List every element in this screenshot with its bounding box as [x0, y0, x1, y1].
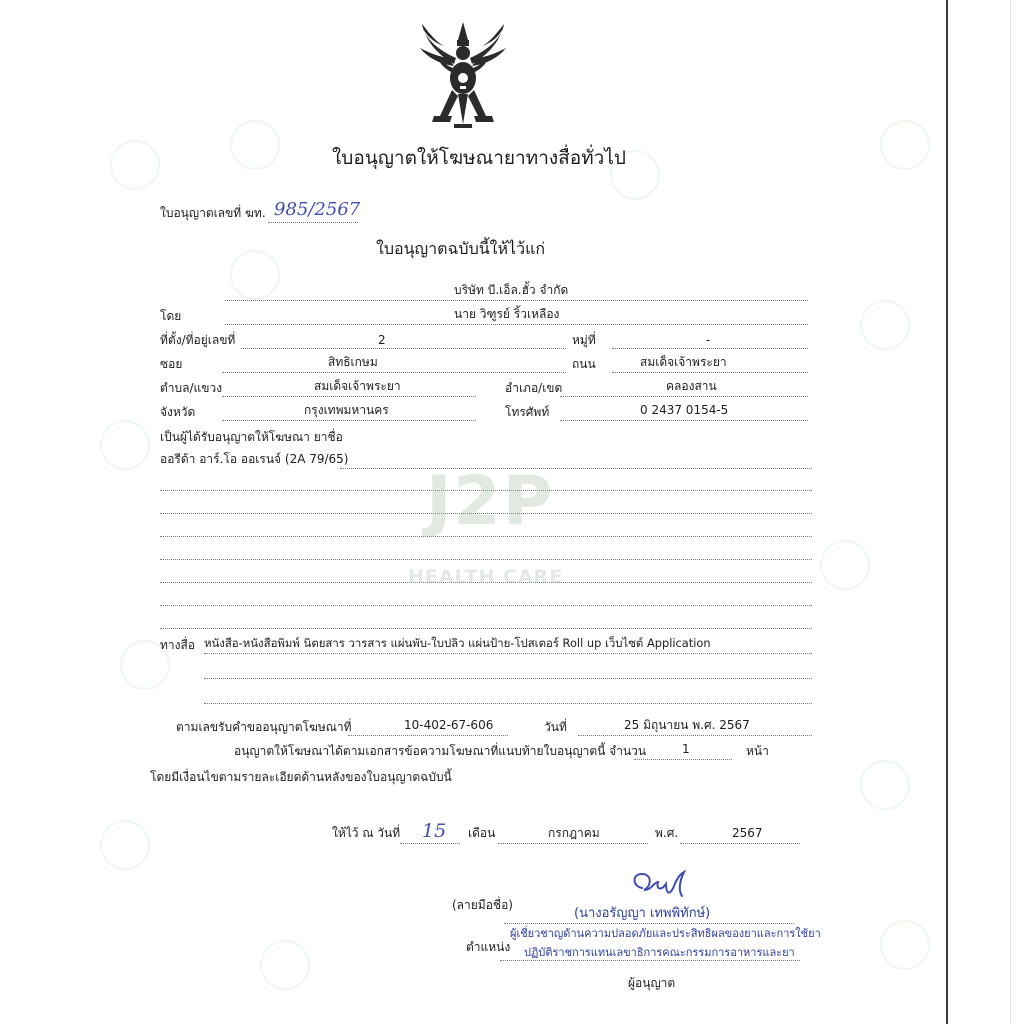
right-border-line: [946, 0, 948, 1024]
province-value: กรุงเทพมหานคร: [304, 403, 389, 417]
company-name: บริษัท บี.เอ็ล.ฮั้ว จำกัด: [454, 283, 569, 297]
granted-to-heading: ใบอนุญาตฉบับนี้ให้ไว้แก่: [376, 239, 546, 258]
signature-label: (ลายมือชื่อ): [452, 898, 513, 912]
by-value: นาย วิฑูรย์ ริ้วเหลือง: [454, 307, 560, 321]
request-value: 10-402-67-606: [404, 718, 494, 732]
blank-line: [204, 678, 812, 679]
issued-year-underline: [680, 843, 800, 844]
permit-count-underline: [634, 759, 732, 760]
district-label: อำเภอ/เขต: [505, 381, 563, 395]
signer-name-underline: [504, 923, 794, 924]
media-underline: [204, 653, 812, 654]
phone-underline: [560, 420, 808, 421]
request-date-underline: [578, 735, 812, 736]
conditions-text: โดยมีเงื่อนไขตามรายละเอียดด้านหลังของใบอนุญาตฉบับนี้: [150, 770, 452, 784]
request-label: ตามเลขรับคำขออนุญาตโฆษณาที่: [176, 720, 352, 734]
subdistrict-value: สมเด็จเจ้าพระยา: [314, 379, 401, 393]
request-date-label: วันที่: [544, 720, 567, 734]
handwritten-signature-icon: [626, 868, 696, 904]
position-underline: [500, 960, 800, 961]
address-no-label: ที่ตั้ง/ที่อยู่เลขที่: [160, 333, 236, 347]
address-no-value: 2: [378, 333, 386, 347]
issued-year-label: พ.ศ.: [655, 826, 679, 840]
watermark-subtitle: HEALTH CARE: [408, 566, 564, 588]
blank-line: [160, 559, 812, 560]
blank-line: [204, 703, 812, 704]
issued-label: ให้ไว้ ณ วันที่: [332, 826, 401, 840]
district-underline: [560, 396, 808, 397]
garuda-emblem-icon: [418, 20, 508, 132]
road-label: ถนน: [572, 357, 596, 371]
moo-label: หมู่ที่: [572, 333, 596, 347]
province-underline: [222, 420, 476, 421]
blank-line: [160, 605, 812, 606]
district-value: คลองสาน: [666, 379, 717, 393]
issued-month-label: เดือน: [468, 826, 496, 840]
license-no-value: 985/2567: [274, 199, 361, 220]
subdistrict-underline: [222, 396, 476, 397]
drug-name: ออรีด้า อาร์.โอ ออเรนจ์ (2A 79/65): [160, 452, 349, 466]
permit-text: อนุญาตให้โฆษณาได้ตามเอกสารข้อความโฆษณาที่แนบท้ายใบอนุญาตนี้ จำนวน: [234, 744, 647, 758]
issued-day-underline: [400, 843, 460, 844]
road-underline: [612, 372, 808, 373]
by-label: โดย: [160, 309, 182, 323]
media-value: หนังสือ-หนังสือพิมพ์ นิตยสาร วารสาร แผ่นพับ-ใบปลิว แผ่นป้าย-โปสเตอร์ Roll up เว็บไซต์ Application: [204, 636, 711, 650]
moo-underline: [612, 348, 808, 349]
soi-label: ซอย: [160, 357, 183, 371]
moo-value: -: [706, 333, 711, 347]
road-value: สมเด็จเจ้าพระยา: [640, 355, 727, 369]
issued-day: 15: [422, 820, 447, 842]
position-line2: ปฏิบัติราชการแทนเลขาธิการคณะกรรมการอาหารและยา: [524, 946, 795, 959]
license-no-label: ใบอนุญาตเลขที่ ฆท.: [160, 206, 266, 220]
subdistrict-label: ตำบล/แขวง: [160, 381, 223, 395]
permit-count: 1: [682, 742, 690, 756]
right-edge-line: [1010, 0, 1011, 1024]
authorizer-role: ผู้อนุญาต: [628, 976, 676, 990]
by-underline: [225, 324, 808, 325]
phone-value: 0 2437 0154-5: [640, 403, 729, 417]
watermark-logo: J2P: [426, 462, 555, 541]
issued-year: 2567: [732, 826, 763, 840]
blank-line: [160, 628, 812, 629]
position-line1: ผู้เชี่ยวชาญด้านความปลอดภัยและประสิทธิผลของยาและการใช้ยา: [510, 927, 821, 940]
issued-month: กรกฎาคม: [548, 826, 600, 840]
soi-value: สิทธิเกษม: [328, 355, 378, 369]
document-title: ใบอนุญาตให้โฆษณายาทางสื่อทั่วไป: [332, 147, 626, 169]
issued-month-underline: [498, 843, 648, 844]
licensee-text: เป็นผู้ได้รับอนุญาตให้โฆษณา ยาชื่อ: [160, 430, 343, 444]
province-label: จังหวัด: [160, 405, 196, 419]
address-no-underline: [241, 348, 566, 349]
blank-line: [340, 468, 812, 469]
position-label: ตำแหน่ง: [466, 940, 511, 954]
signer-name: (นางอรัญญา เทพพิทักษ์): [574, 906, 711, 921]
company-underline: [225, 300, 808, 301]
request-date-value: 25 มิถุนายน พ.ศ. 2567: [624, 718, 750, 732]
request-underline: [348, 735, 508, 736]
soi-underline: [222, 372, 566, 373]
media-label: ทางสื่อ: [160, 638, 196, 652]
license-no-underline: [268, 222, 358, 223]
permit-unit: หน้า: [746, 744, 769, 758]
phone-label: โทรศัพท์: [505, 405, 550, 419]
